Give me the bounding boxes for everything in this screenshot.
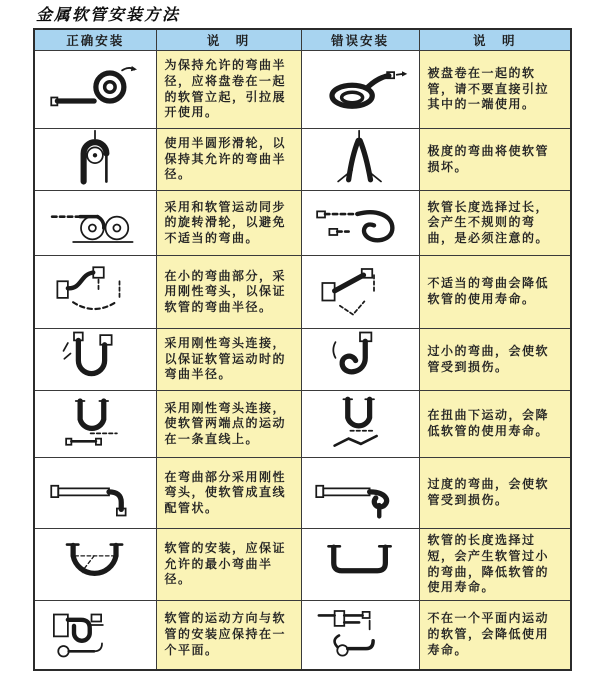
header-correct-install: 正确安装 xyxy=(34,29,156,51)
correct-description: 采用和软管运动同步的旋转滑轮，以避免不适当的弯曲。 xyxy=(164,199,287,245)
correct-note-cell xyxy=(156,191,301,256)
wrong-figure-cell xyxy=(301,601,419,670)
wrong-note-cell xyxy=(419,391,571,458)
correct-note-cell xyxy=(156,129,301,191)
table-row xyxy=(34,329,571,391)
correct-figure-cell xyxy=(34,191,156,256)
wrong-note-cell xyxy=(419,51,571,129)
wrong-description: 被盘卷在一起的软管，请不要直接引拉其中的一端使用。 xyxy=(427,66,550,112)
correct-figure-cell xyxy=(34,458,156,529)
table-row xyxy=(34,191,571,256)
correct-note-cell xyxy=(156,51,301,129)
extreme-sharp-bend-icon xyxy=(308,129,412,185)
wrong-description: 软管长度选择过长，会产生不规则的弯曲，是必须注意的。 xyxy=(427,199,550,245)
correct-figure-cell xyxy=(34,391,156,458)
correct-description: 软管的运动方向与软管的安装应保持在一个平面。 xyxy=(164,611,287,657)
wrong-figure-cell xyxy=(301,129,419,191)
table-row xyxy=(34,51,571,129)
rigid-elbow-small-bend-icon xyxy=(43,262,147,318)
correct-note-cell xyxy=(156,256,301,329)
correct-figure-cell xyxy=(34,329,156,391)
wrong-figure-cell xyxy=(301,458,419,529)
correct-description: 采用刚性弯头连接，使软管两端点的运动在一条直线上。 xyxy=(164,400,287,446)
coil-upright-unroll-icon xyxy=(43,59,147,115)
correct-note-cell xyxy=(156,329,301,391)
correct-note-cell xyxy=(156,529,301,601)
table-row xyxy=(34,129,571,191)
header-wrong-install: 错误安装 xyxy=(301,29,419,51)
table-row xyxy=(34,601,571,670)
wrong-description: 极度的弯曲将使软管损坏。 xyxy=(427,143,550,174)
correct-description: 为保持允许的弯曲半径，应将盘卷在一起的软管立起，引拉展开使用。 xyxy=(164,58,287,120)
correct-description: 在弯曲部分采用刚性弯头，使软管成直线配管状。 xyxy=(164,469,287,515)
correct-note-cell xyxy=(156,391,301,458)
wrong-description: 过小的弯曲，会使软管受到损伤。 xyxy=(427,343,550,374)
bend-too-small-hook-icon xyxy=(308,329,412,385)
wrong-description: 不适当的弯曲会降低软管的使用寿命。 xyxy=(427,276,550,306)
hose-too-long-loop-icon xyxy=(308,193,412,249)
straight-piping-elbow-icon xyxy=(43,463,147,519)
improper-bend-icon xyxy=(308,262,412,318)
table-row xyxy=(34,529,571,601)
rotating-pulley-icon xyxy=(43,193,147,249)
rigid-elbow-u-hang-icon xyxy=(43,329,147,385)
correct-figure-cell xyxy=(34,129,156,191)
coil-flat-pull-icon xyxy=(308,59,412,115)
correct-description: 软管的安装，应保证允许的最小弯曲半径。 xyxy=(164,541,287,587)
correct-description: 在小的弯曲部分，采用刚性弯头，以保证软管的弯曲半径。 xyxy=(164,268,287,314)
wrong-note-cell xyxy=(419,601,571,670)
twisted-motion-icon xyxy=(308,394,412,450)
table-row xyxy=(34,256,571,329)
correct-description: 使用半圆形滑轮，以保持其允许的弯曲半径。 xyxy=(164,136,287,182)
wrong-note-cell xyxy=(419,529,571,601)
wrong-description: 过度的弯曲，会使软管受到损伤。 xyxy=(427,477,550,507)
wrong-note-cell xyxy=(419,458,571,529)
wrong-description: 不在一个平面内运动的软管，会降低使用寿命。 xyxy=(427,611,550,657)
header-wrong-note: 说 明 xyxy=(419,29,571,51)
wrong-figure-cell xyxy=(301,51,419,129)
table-row xyxy=(34,391,571,458)
different-plane-icon xyxy=(308,604,412,660)
correct-description: 采用刚性弯头连接，以保证软管运动时的弯曲半径。 xyxy=(164,336,287,382)
wrong-figure-cell xyxy=(301,391,419,458)
table-row xyxy=(34,458,571,529)
correct-figure-cell xyxy=(34,601,156,670)
excessive-bend-curl-icon xyxy=(308,463,412,519)
same-plane-trap-icon xyxy=(43,604,147,660)
correct-figure-cell xyxy=(34,51,156,129)
correct-note-cell xyxy=(156,601,301,670)
hose-too-short-flat-u-icon xyxy=(308,534,412,590)
wrong-figure-cell xyxy=(301,329,419,391)
installation-table xyxy=(33,28,572,671)
wrong-note-cell xyxy=(419,256,571,329)
correct-note-cell xyxy=(156,458,301,529)
endpoints-in-line-icon xyxy=(43,394,147,450)
semicircular-pulley-icon xyxy=(43,129,147,185)
wrong-note-cell xyxy=(419,129,571,191)
wrong-description: 软管的长度选择过短，会产生软管过小的弯曲，降低软管的使用寿命。 xyxy=(427,533,550,595)
wrong-figure-cell xyxy=(301,529,419,601)
wrong-figure-cell xyxy=(301,256,419,329)
page-title: 金属软管安装方法 xyxy=(36,5,181,24)
header-correct-note: 说 明 xyxy=(156,29,301,51)
wrong-note-cell xyxy=(419,191,571,256)
wrong-figure-cell xyxy=(301,191,419,256)
correct-figure-cell xyxy=(34,529,156,601)
wrong-description: 在扭曲下运动，会降低软管的使用寿命。 xyxy=(427,408,550,438)
wrong-note-cell xyxy=(419,329,571,391)
correct-figure-cell xyxy=(34,256,156,329)
min-bend-radius-u-icon xyxy=(43,534,147,590)
header-row xyxy=(34,29,571,51)
